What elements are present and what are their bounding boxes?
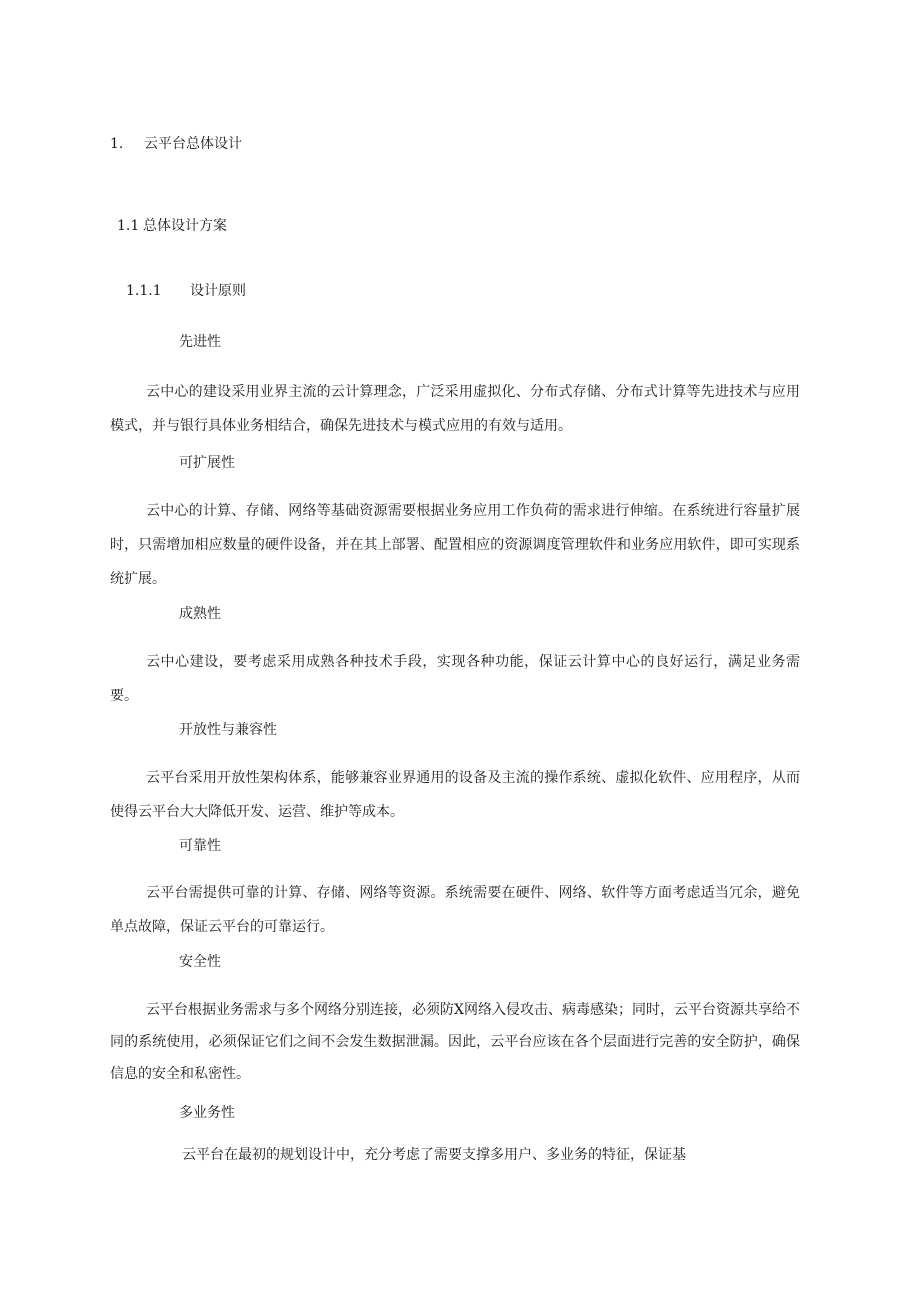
section-title-security: 安全性 [179, 954, 221, 970]
section-body-openness: 云平台采用开放性架构体系，能够兼容业界通用的设备及主流的操作系统、虚拟化软件、应用程序，从而使得云平台大大降低开发、运营、维护等成本。 [110, 770, 800, 820]
heading-1-number: 1. [110, 136, 124, 152]
section-body-maturity: 云中心建设，要考虑采用成熟各种技术手段，实现各种功能，保证云计算中心的良好运行，满足业务需要。 [110, 654, 800, 704]
section-body-scalability: 云中心的计算、存储、网络等基础资源需要根据业务应用工作负荷的需求进行伸缩。在系统进行容量扩展时，只需增加相应数量的硬件设备，并在其上部署、配置相应的资源调度管理软件和业务应用软件，即可实现系统扩展。 [110, 503, 800, 587]
heading-3 [126, 281, 246, 301]
heading-2 [117, 216, 227, 236]
section-body-multi-service: 云平台在最初的规划设计中，充分考虑了需要支撑多用户、多业务的特征，保证基 [182, 1147, 686, 1163]
section-body-security: 云平台根据业务需求与多个网络分别连接，必须防X网络入侵攻击、病毒感染；同时，云平台资源共享给不同的系统使用，必须保证它们之间不会发生数据泄漏。因此，云平台应该在各个层面进行完善的安全防护，确保信息的安全和私密性。 [110, 1002, 800, 1082]
section-body-reliability: 云平台需提供可靠的计算、存储、网络等资源。系统需要在硬件、网络、软件等方面考虑适当冗余，避免单点故障，保证云平台的可靠运行。 [110, 885, 800, 935]
section-title-scalability: 可扩展性 [179, 455, 235, 471]
section-body-advanced: 云中心的建设采用业界主流的云计算理念，广泛采用虚拟化、分布式存储、分布式计算等先进技术与应用模式，并与银行具体业务相结合，确保先进技术与模式应用的有效与适用。 [110, 384, 800, 434]
section-title-multi-service: 多业务性 [179, 1105, 235, 1121]
section-title-advanced: 先进性 [179, 334, 221, 350]
section-title-maturity: 成熟性 [179, 606, 221, 622]
section-title-reliability: 可靠性 [179, 838, 221, 854]
heading-2-title: 总体设计方案 [143, 218, 227, 234]
heading-3-number: 1.1.1 [126, 283, 162, 299]
heading-2-number: 1.1 [117, 218, 140, 234]
heading-3-title: 设计原则 [190, 283, 246, 299]
heading-1-title: 云平台总体设计 [144, 136, 242, 152]
section-title-openness: 开放性与兼容性 [179, 722, 277, 738]
heading-1 [110, 134, 242, 154]
